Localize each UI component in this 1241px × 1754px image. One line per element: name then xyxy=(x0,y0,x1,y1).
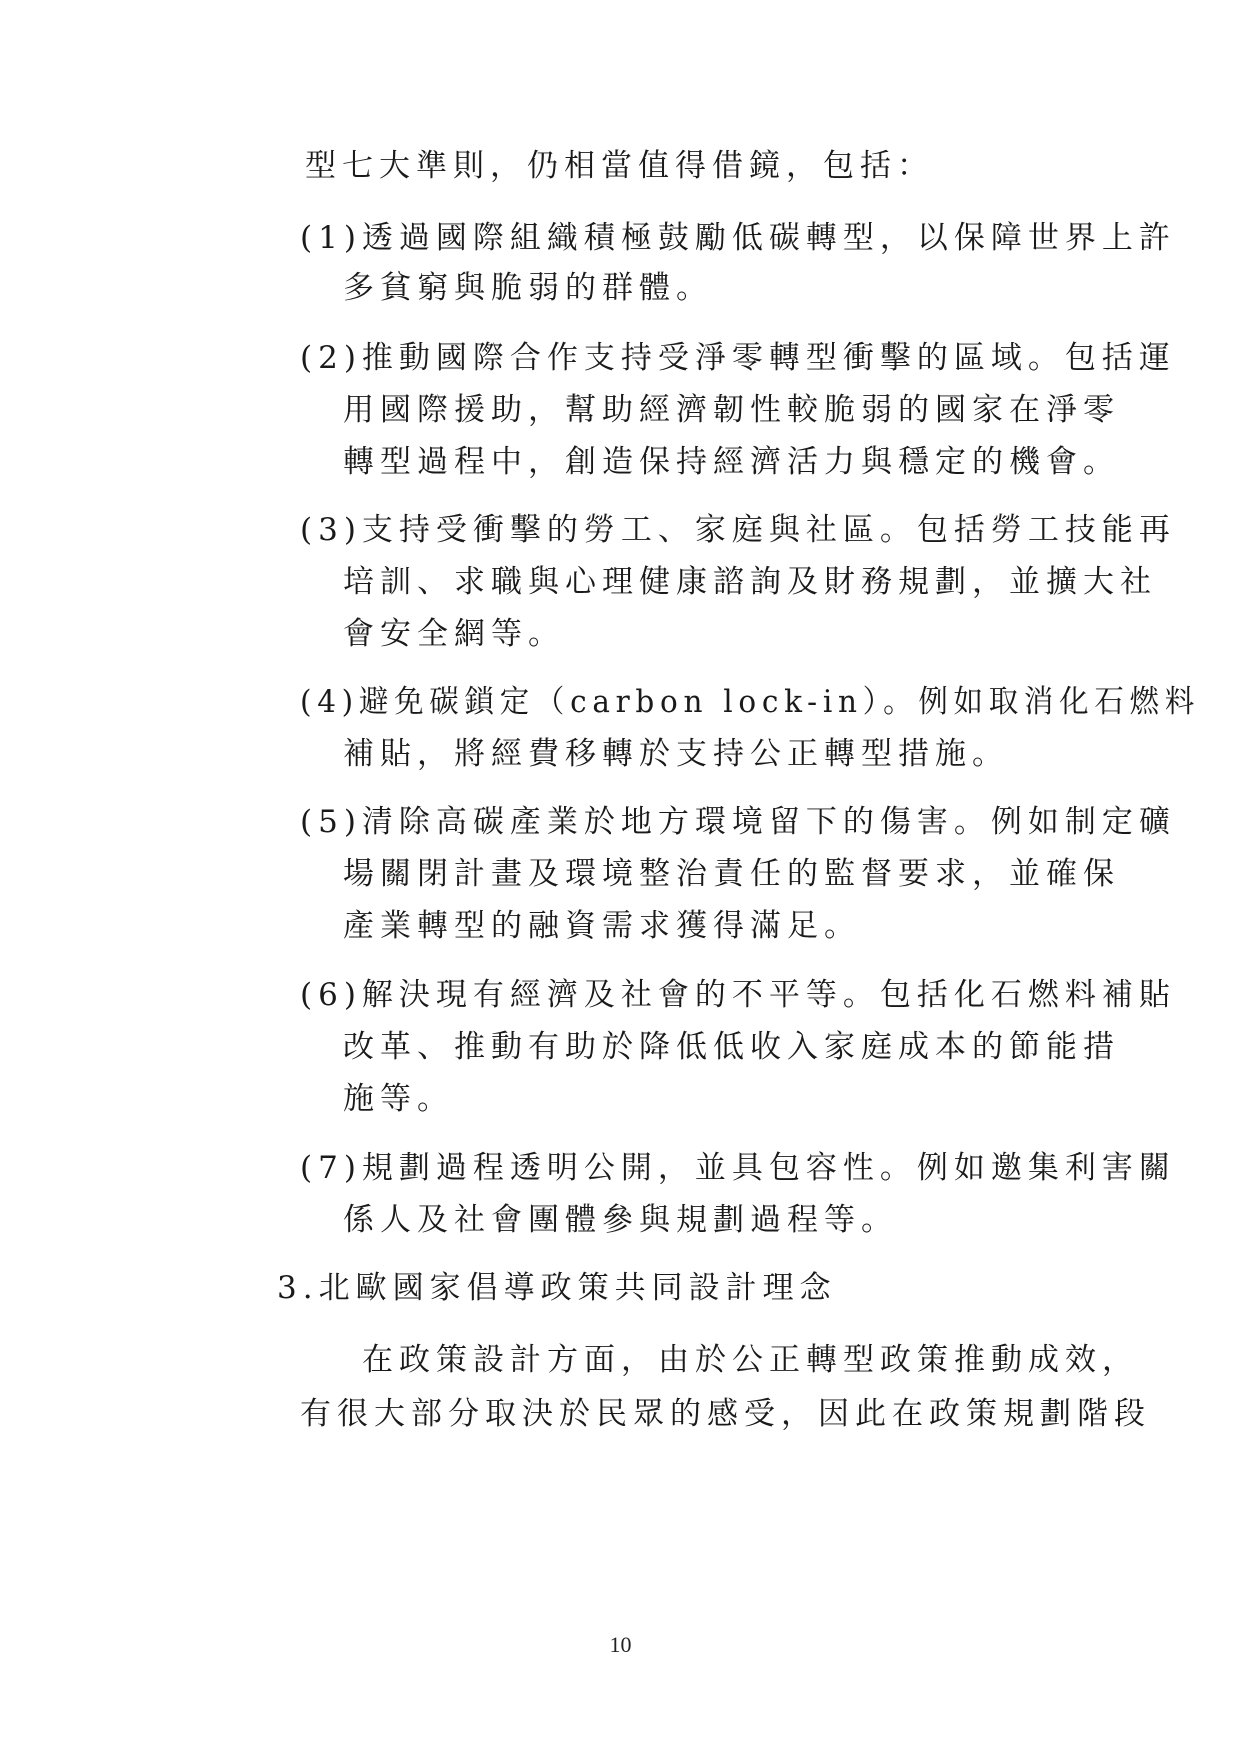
list-item-2-line-3: 轉型過程中，創造保持經濟活力與穩定的機會。 xyxy=(343,444,1120,480)
section-heading: 3.北歐國家倡導政策共同設計理念 xyxy=(277,1270,837,1306)
list-item-4-line-1: (4)避免碳鎖定（carbon lock-in）。例如取消化石燃料 xyxy=(300,684,1200,720)
page-number: 10 xyxy=(609,1632,632,1657)
list-item-4-line-2: 補貼，將經費移轉於支持公正轉型措施。 xyxy=(343,736,1009,772)
list-item-5-line-2: 場關閉計畫及環境整治責任的監督要求，並確保 xyxy=(343,856,1120,892)
list-item-3-line-1: (3)支持受衝擊的勞工、家庭與社區。包括勞工技能再 xyxy=(300,512,1176,548)
list-item-6-line-2: 改革、推動有助於降低低收入家庭成本的節能措 xyxy=(343,1029,1120,1065)
list-item-5-line-1: (5)清除高碳產業於地方環境留下的傷害。例如制定礦 xyxy=(300,804,1176,840)
list-item-6-line-3: 施等。 xyxy=(343,1081,454,1117)
list-item-7-line-1: (7)規劃過程透明公開，並具包容性。例如邀集利害關 xyxy=(300,1150,1176,1186)
list-item-2-line-1: (2)推動國際合作支持受淨零轉型衝擊的區域。包括運 xyxy=(300,340,1176,376)
paragraph-line-1: 在政策設計方面，由於公正轉型政策推動成效， xyxy=(362,1342,1139,1378)
list-item-6-line-1: (6)解決現有經濟及社會的不平等。包括化石燃料補貼 xyxy=(300,977,1176,1013)
list-item-1-line-2: 多貧窮與脆弱的群體。 xyxy=(343,270,713,306)
list-item-3-line-3: 會安全網等。 xyxy=(343,616,565,652)
list-item-3-line-2: 培訓、求職與心理健康諮詢及財務規劃，並擴大社 xyxy=(343,564,1157,600)
list-item-1-line-1: (1)透過國際組織積極鼓勵低碳轉型，以保障世界上許 xyxy=(300,220,1176,256)
paragraph-line-2: 有很大部分取決於民眾的感受，因此在政策規劃階段 xyxy=(300,1396,1151,1432)
list-item-5-line-3: 產業轉型的融資需求獲得滿足。 xyxy=(343,908,861,944)
list-item-2-line-2: 用國際援助，幫助經濟韌性較脆弱的國家在淨零 xyxy=(343,392,1120,428)
intro-line: 型七大準則，仍相當值得借鏡，包括： xyxy=(305,148,934,184)
list-item-7-line-2: 係人及社會團體參與規劃過程等。 xyxy=(343,1202,898,1238)
